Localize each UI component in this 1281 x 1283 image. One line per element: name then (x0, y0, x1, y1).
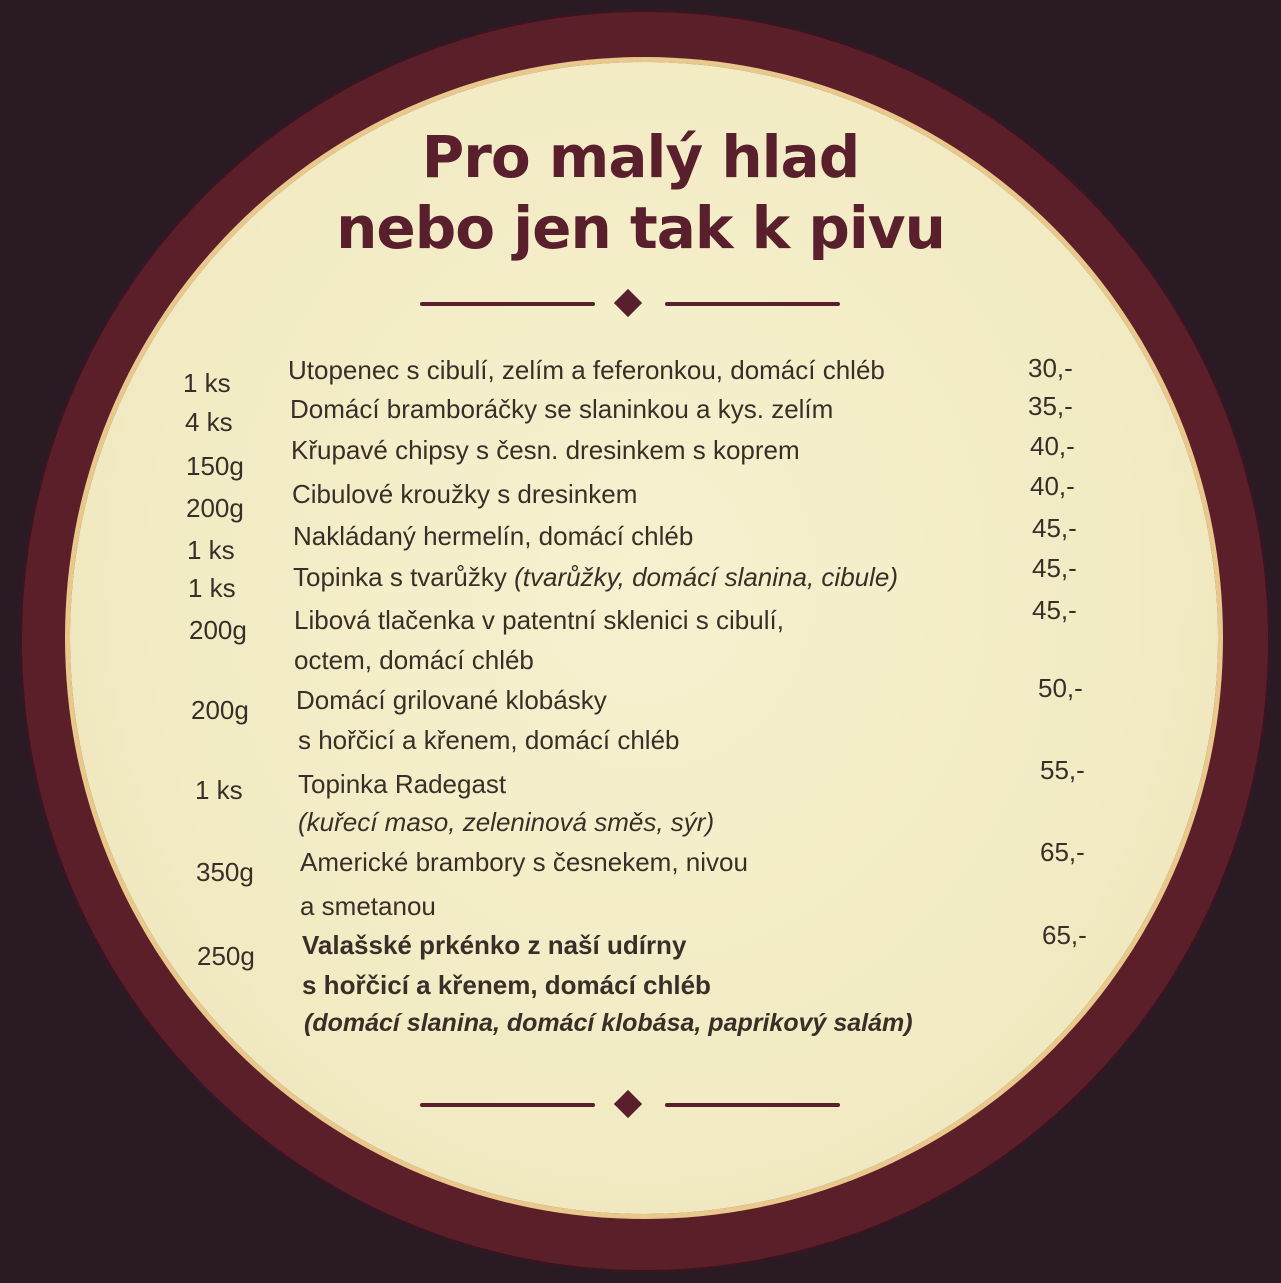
item-name: Nakládaný hermelín, domácí chléb (293, 521, 694, 551)
diamond-divider-icon (420, 290, 840, 318)
item-name-continued: s hořčicí a křenem, domácí chléb (302, 970, 711, 1000)
item-quantity: 1 ks (188, 573, 236, 603)
item-name-continued: octem, domácí chléb (294, 645, 534, 675)
item-name: Topinka Radegast (298, 769, 507, 799)
title-line-1: Pro malý hlad (421, 123, 860, 191)
item-price: 65,- (1040, 837, 1085, 867)
item-name: Domácí bramboráčky se slaninkou a kys. zelím (290, 394, 834, 424)
item-quantity: 350g (196, 857, 254, 887)
title-line-2: nebo jen tak k pivu (336, 194, 945, 262)
item-quantity: 1 ks (195, 775, 243, 805)
item-quantity: 150g (186, 451, 244, 481)
item-price: 45,- (1032, 595, 1077, 625)
item-name: Topinka s tvarůžky (293, 562, 507, 592)
item-note: (kuřecí maso, zeleninová směs, sýr) (298, 807, 715, 837)
item-name-continued: a smetanou (300, 891, 436, 921)
item-name: Cibulové kroužky s dresinkem (292, 479, 638, 509)
item-quantity: 1 ks (187, 535, 235, 565)
item-price: 40,- (1030, 471, 1075, 501)
item-price: 55,- (1040, 755, 1085, 785)
item-name: Americké brambory s česnekem, nivou (300, 847, 748, 877)
item-name-continued: s hořčicí a křenem, domácí chléb (298, 725, 680, 755)
item-price: 65,- (1042, 920, 1087, 950)
item-name: Křupavé chipsy s česn. dresinkem s koprem (291, 435, 800, 465)
item-price: 50,- (1038, 673, 1083, 703)
item-price: 45,- (1032, 513, 1077, 543)
item-name: Utopenec s cibulí, zelím a feferonkou, domácí chléb (288, 355, 885, 385)
item-note: (domácí slanina, domácí klobása, paprikový salám) (304, 1009, 913, 1037)
item-name: Domácí grilované klobásky (296, 685, 607, 715)
item-note: (tvarůžky, domácí slanina, cibule) (514, 562, 899, 592)
item-price: 35,- (1028, 391, 1073, 421)
item-quantity: 1 ks (183, 368, 231, 398)
item-name: Valašské prkénko z naší udírny (302, 930, 687, 960)
item-quantity: 200g (191, 695, 249, 725)
item-price: 40,- (1030, 431, 1075, 461)
item-price: 30,- (1028, 353, 1073, 383)
item-quantity: 200g (189, 615, 247, 645)
item-name: Libová tlačenka v patentní sklenici s cibulí, (294, 605, 784, 635)
item-quantity: 250g (197, 941, 255, 971)
item-quantity: 4 ks (185, 407, 233, 437)
item-price: 45,- (1032, 553, 1077, 583)
item-quantity: 200g (186, 493, 244, 523)
diamond-divider-icon (420, 1091, 840, 1119)
